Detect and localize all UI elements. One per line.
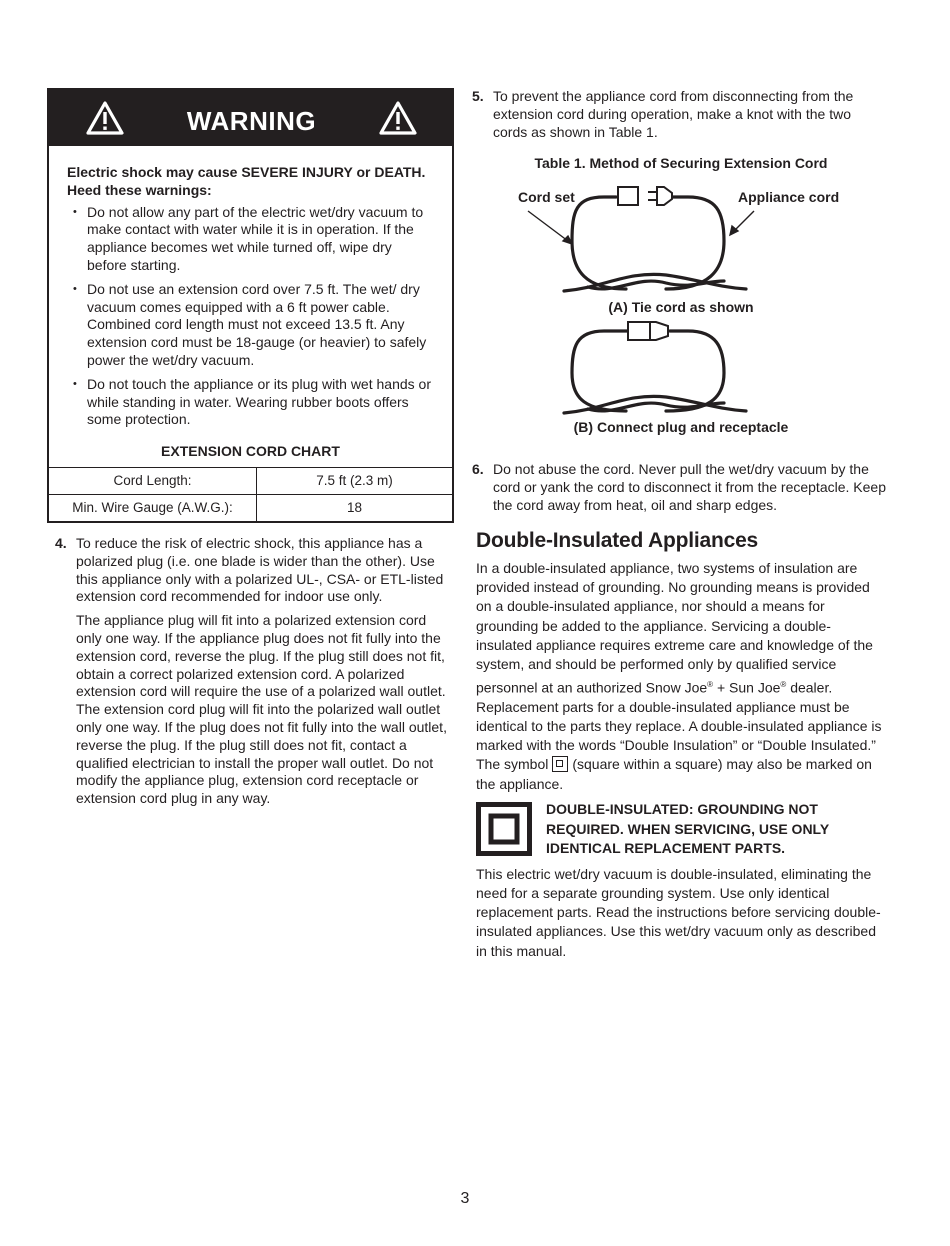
table-row <box>49 494 452 521</box>
text-span: In a double-insulated appliance, two systems of insulation are provided instead of grounding. No grounding means is provided on a double-insulated appliance, nor should a means for grounding be added to the appliance. Servicing a double-insulated appliance requires extreme care and knowledge of the system, and should be performed only by qualified service personnel at an authorized Snow Joe <box>476 559 873 696</box>
warning-bullet: • Do not allow any part of the electric wet/dry vacuum to make contact with water while it is in operation. If the appliance becomes wet while turned off, wipe dry before starting. <box>67 204 434 275</box>
warning-box <box>47 88 454 523</box>
diagram-a-caption: (A) Tie cord as shown <box>608 299 754 316</box>
instruction-item-6 <box>464 461 886 514</box>
warning-header <box>49 90 452 146</box>
item-number: 4. <box>55 534 67 551</box>
cord-knot-diagram-b <box>476 315 886 419</box>
double-insulated-notice-text: DOUBLE-INSULATED: GROUNDING NOT REQUIRED. WHEN SERVICING, USE ONLY IDENTICAL REPLACEMENT PARTS. <box>546 801 829 856</box>
double-insulated-notice <box>476 800 886 859</box>
table-cell-value: 18 <box>257 494 452 521</box>
right-column <box>472 88 886 961</box>
item-paragraph: To prevent the appliance cord from disconnecting from the extension cord during operation, make a knot with the two cords as shown in Table 1. <box>493 88 854 140</box>
warning-body <box>49 146 452 461</box>
item-paragraph: Do not abuse the cord. Never pull the wet/dry vacuum by the cord or yank the cord to disconnect it from the receptacle. Keep the cord away from heat, oil and sharp edges. <box>493 461 886 513</box>
extension-cord-chart-title: EXTENSION CORD CHART <box>161 443 340 460</box>
section-title-double-insulated: Double-Insulated Appliances <box>476 528 759 552</box>
extension-cord-table <box>49 467 452 521</box>
item-number: 6. <box>472 461 484 478</box>
text-span: + Sun Joe <box>713 679 781 696</box>
table-cell-value: 7.5 ft (2.3 m) <box>257 467 452 494</box>
warning-bullets <box>67 204 434 430</box>
cord-knot-diagram-a <box>476 171 886 299</box>
double-insulated-symbol-icon <box>476 802 532 856</box>
table1-caption: Table 1. Method of Securing Extension Cord <box>534 155 828 172</box>
page-number: 3 <box>460 1190 470 1207</box>
warning-bullet: • Do not use an extension cord over 7.5 ft. The wet/ dry vacuum comes equipped with a 6 ft power cable. Combined cord length must not exceed 13.5 ft. Any extension cord must be 18-gauge (or heavier) to safely power the wet/dry vacuum. <box>67 281 434 370</box>
item-paragraph: The appliance plug will fit into a polarized extension cord only one way. If the appliance plug does not fit fully into the extension cord, reverse the plug. If the plug still does not fit, obtain a correct polarized extension cord. A polarized extension cord will require the use of a polarized wall outlet. The extension cord plug will fit into the polarized wall outlet only one way. If the plug does not fit fully into the wall outlet, reverse the plug. If the plug still does not fit, contact a qualified electrician to install the proper wall outlet. Do not modify the appliance plug, extension cord receptacle or extension cord plug in any way. <box>76 612 447 807</box>
warning-triangle-icon <box>85 100 125 136</box>
registered-mark: ® <box>707 679 714 689</box>
double-insulated-paragraph <box>476 559 886 794</box>
text-span: dealer. Replacement parts for a double-insulated appliance must be identical to the parts they replace. A double-insulated appliance is marked with the words “Double Insulation” or “Double Insulated.” The symbol <box>476 679 882 773</box>
left-column <box>47 88 454 814</box>
item-number: 5. <box>472 88 484 104</box>
diagram-connect-plug <box>476 315 886 419</box>
table-cell-label: Cord Length: <box>49 467 257 494</box>
table-row <box>49 467 452 494</box>
diagram-tie-cord <box>476 171 886 299</box>
double-insulated-symbol-icon <box>552 756 568 772</box>
instruction-item-5 <box>464 88 886 141</box>
warning-lead: Electric shock may cause SEVERE INJURY or DEATH. Heed these warnings: <box>67 164 426 198</box>
registered-mark: ® <box>780 679 787 689</box>
label-cord-set: Cord set <box>518 189 575 206</box>
double-insulated-paragraph-2: This electric wet/dry vacuum is double-insulated, eliminating the need for a separate grounding system. Use only identical replacement parts. Read the instructions before servicing double-insulated appliances. Use this wet/dry vacuum only as described in this manual. <box>476 865 881 959</box>
warning-bullet: • Do not touch the appliance or its plug with wet hands or while standing in water. Wearing rubber boots offers some protection. <box>67 376 434 429</box>
label-appliance-cord: Appliance cord <box>738 189 840 206</box>
text-span: (square within a square) may also be marked on the appliance. <box>476 756 872 792</box>
item-paragraph: To reduce the risk of electric shock, this appliance has a polarized plug (i.e. one blade is wider than the other). Use this appliance only with a polarized UL-, CSA- or ETL-listed extension cord recommended for indoor use only. <box>76 534 444 605</box>
diagram-b-caption: (B) Connect plug and receptacle <box>573 419 789 436</box>
instruction-item-4 <box>47 535 454 808</box>
table-cell-label: Min. Wire Gauge (A.W.G.): <box>49 494 257 521</box>
warning-title: WARNING <box>186 105 317 136</box>
warning-triangle-icon <box>378 100 418 136</box>
